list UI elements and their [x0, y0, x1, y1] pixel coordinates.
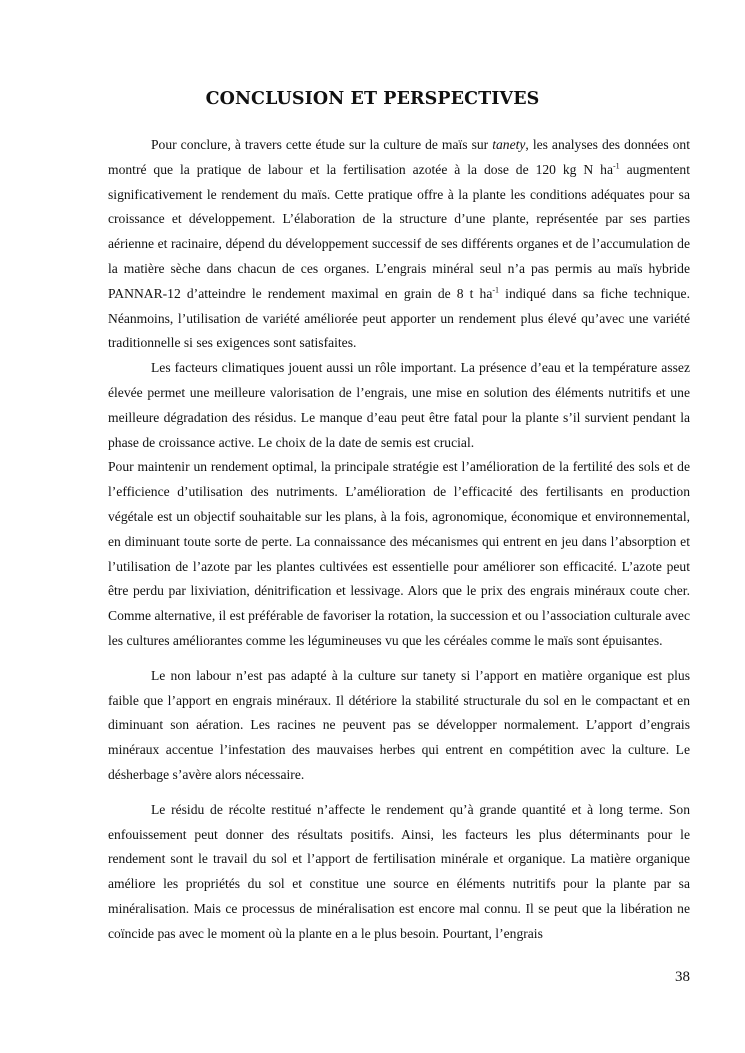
- p1-text-a: Pour conclure, à travers cette étude sur la culture de maïs sur: [151, 137, 493, 152]
- paragraph-5: Le résidu de récolte restitué n’affecte le rendement qu’à grande quantité et à long terme. Son enfouissement peut donner des résultats positifs. Ainsi, les facteurs les plus déterminants pour le rendement sont le travail du sol et l’apport de fertilisation minérale et organique. La matière organique améliore les propriétés du sol et constitue une source en éléments nutritifs pour la plante par sa minéralisation. Mais ce processus de minéralisation est encore mal connu. Il se peut que la libération ne coïncide pas avec le moment où la plante en a le plus besoin. Pourtant, l’engrais: [108, 801, 690, 941]
- paragraph-2: Les facteurs climatiques jouent aussi un rôle important. La présence d’eau et la température assez élevée permet une meilleure valorisation de l’engrais, une mise en solution des éléments nutritifs et une meilleure dégradation des résidus. Le manque d’eau peut être fatal pour la plante s’il survient pendant la phase de croissance active. Le choix de la date de semis est crucial.: [108, 360, 690, 450]
- p1-text-tanety: tanety: [492, 137, 526, 152]
- paragraph-1: [108, 133, 690, 356]
- paragraph-3: Pour maintenir un rendement optimal, la principale stratégie est l’amélioration de la fertilité des sols et de l’efficience d’utilisation des nutriments. L’amélioration de l’efficacité des fertilisants en production végétale est un objectif souhaitable sur les plans, à la fois, agronomique, économique et environnemental, en diminuant toute sorte de perte. La connaissance des mécanismes qui entrent en jeu dans l’absorption et l’utilisation de l’azote par les plantes cultivées est essentielle pour améliorer son efficacité. L’azote peut être perdu par lixiviation, dénitrification et lessivage. Alors que le prix des engrais minéraux coute cher. Comme alternative, il est préférable de favoriser la rotation, la succession et ou l’association culturale avec les cultures améliorantes comme les légumineuses vu que les céréales comme le maïs sont épuisantes.: [108, 459, 690, 648]
- paragraph-4: Le non labour n’est pas adapté à la culture sur tanety si l’apport en matière organique est plus faible que l’apport en engrais minéraux. Il détériore la stabilité structurale du sol en le compactant et en diminuant son aération. Les racines ne peuvent pas se développer normalement. L’apport d’engrais minéraux accentue l’infestation des mauvaises herbes qui entrent en compétition avec la culture. Le désherbage s’avère alors nécessaire.: [108, 667, 690, 782]
- p1-text-e: augmentent significativement le rendement du maïs. Cette pratique offre à la plante les conditions adéquates pour sa croissance et développement. L’élaboration de la structure d’une plante, représentée par ses parties aérienne et racinaire, dépend du développement successif de ses différents organes et de l’accumulation de la matière sèche dans chacun de ces organes. L’engrais minéral seul n’a pas permis au maïs hybride PANNAR-12 d’atteindre le rendement maximal en grain de 8 t ha: [108, 161, 690, 301]
- document-body: [108, 133, 690, 947]
- p1-exponent-1: -1: [612, 161, 620, 171]
- p1-exponent-2: -1: [492, 285, 500, 295]
- p1-text-g: indiqué dans sa fiche technique. Néanmoins, l’utilisation de variété améliorée peut apporter un rendement plus élevé qu’avec une variété traditionnelle si ses exigences sont satisfaites.: [108, 285, 690, 351]
- page-number: 38: [675, 969, 690, 985]
- p1-text-c: , les analyses des données ont montré que la pratique de labour et la fertilisation azotée à la dose de 120 kg N ha: [108, 137, 690, 177]
- page-title: CONCLUSION ET PERSPECTIVES: [205, 89, 540, 109]
